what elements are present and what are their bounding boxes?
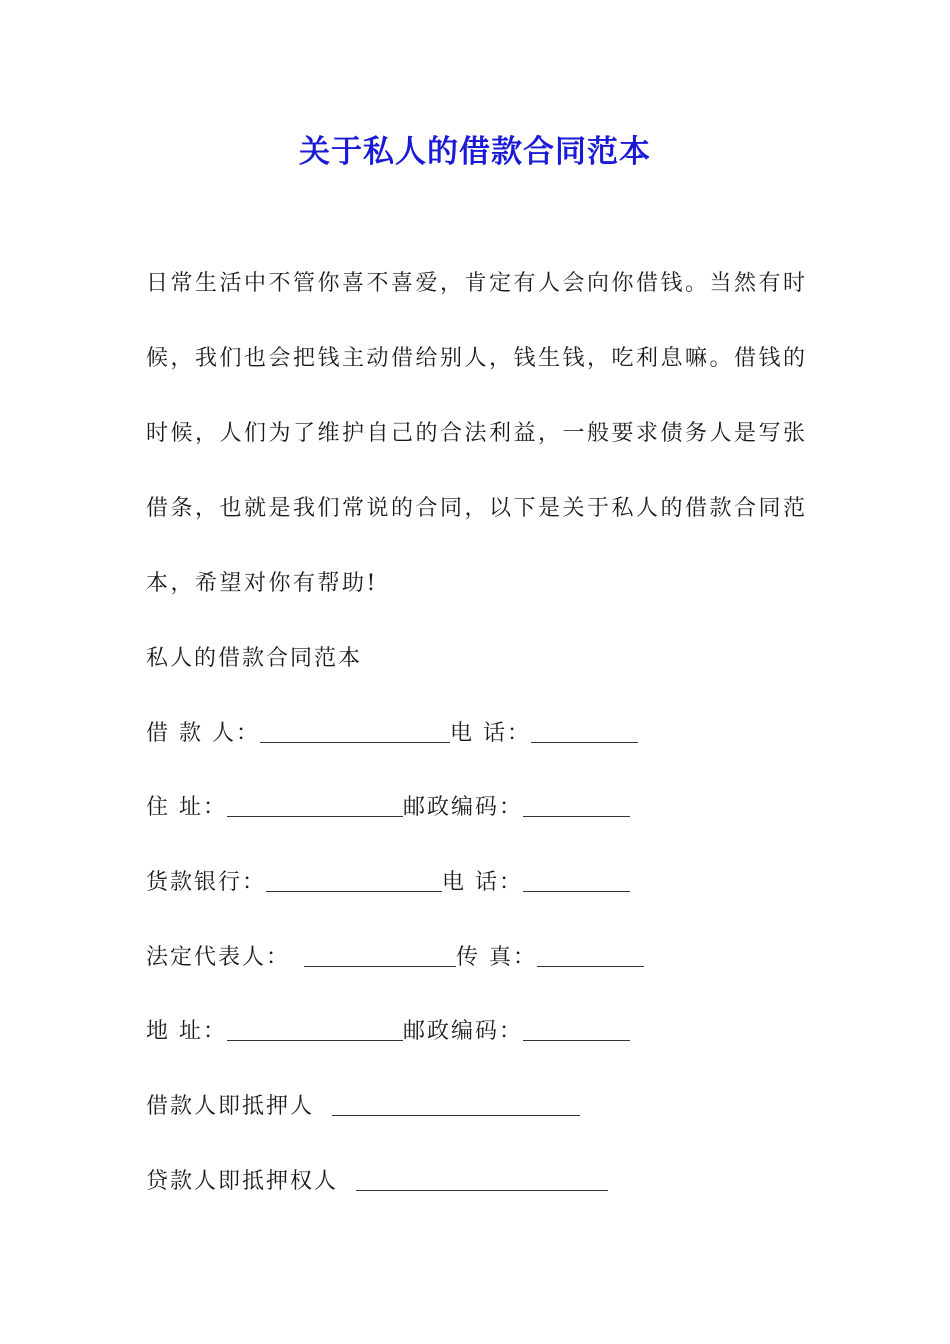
legal-rep-row bbox=[146, 936, 806, 1011]
mortgagor-blank[interactable] bbox=[332, 1085, 580, 1116]
borrower-row bbox=[146, 712, 806, 787]
lender-postcode-blank[interactable] bbox=[523, 1010, 630, 1041]
borrower-address-row bbox=[146, 786, 806, 861]
mortgagee-blank[interactable] bbox=[356, 1160, 608, 1191]
borrower-name-blank[interactable] bbox=[260, 712, 450, 743]
lender-bank-row bbox=[146, 861, 806, 936]
mortgagee-row bbox=[146, 1160, 806, 1235]
intro-line: 时候，人们为了维护自己的合法利益，一般要求债务人是写张 bbox=[146, 421, 808, 446]
lender-address-blank[interactable] bbox=[227, 1010, 403, 1041]
fax-blank[interactable] bbox=[537, 936, 644, 967]
legal-rep-blank[interactable] bbox=[304, 936, 456, 967]
phone-label: 电 话： bbox=[450, 720, 531, 746]
phone-label: 电 话： bbox=[442, 870, 524, 896]
document-title: 关于私人的借款合同范本 bbox=[299, 134, 651, 170]
postcode-label: 邮政编码： bbox=[403, 795, 524, 821]
intro-paragraph bbox=[146, 262, 806, 637]
contract-form-section bbox=[146, 637, 806, 1235]
fax-label: 传 真： bbox=[456, 944, 538, 970]
postcode-label: 邮政编码： bbox=[403, 1019, 524, 1045]
borrower-address-blank[interactable] bbox=[227, 786, 403, 817]
mortgagor-label: 借款人即抵押人 bbox=[146, 1094, 315, 1120]
mortgagee-label: 贷款人即抵押权人 bbox=[146, 1168, 339, 1194]
intro-line: 借条，也就是我们常说的合同，以下是关于私人的借款合同范 bbox=[146, 496, 808, 521]
lender-bank-blank[interactable] bbox=[266, 861, 442, 892]
legal-rep-label: 法定代表人： bbox=[146, 944, 291, 970]
lender-phone-blank[interactable] bbox=[523, 861, 630, 892]
address-label: 地 址： bbox=[146, 1019, 227, 1045]
borrower-label: 借 款 人： bbox=[146, 720, 260, 746]
address-label: 住 址： bbox=[146, 795, 227, 821]
borrower-postcode-blank[interactable] bbox=[523, 786, 630, 817]
lender-address-row bbox=[146, 1010, 806, 1085]
section-heading: 私人的借款合同范本 bbox=[146, 646, 363, 671]
borrower-phone-blank[interactable] bbox=[531, 712, 638, 743]
lender-bank-label: 货款银行： bbox=[146, 870, 267, 896]
intro-line: 本，希望对你有帮助! bbox=[146, 571, 378, 596]
intro-line: 日常生活中不管你喜不喜爱，肯定有人会向你借钱。当然有时 bbox=[146, 271, 808, 296]
mortgagor-row bbox=[146, 1085, 806, 1160]
intro-line: 候，我们也会把钱主动借给别人，钱生钱，吃利息嘛。借钱的 bbox=[146, 346, 808, 371]
